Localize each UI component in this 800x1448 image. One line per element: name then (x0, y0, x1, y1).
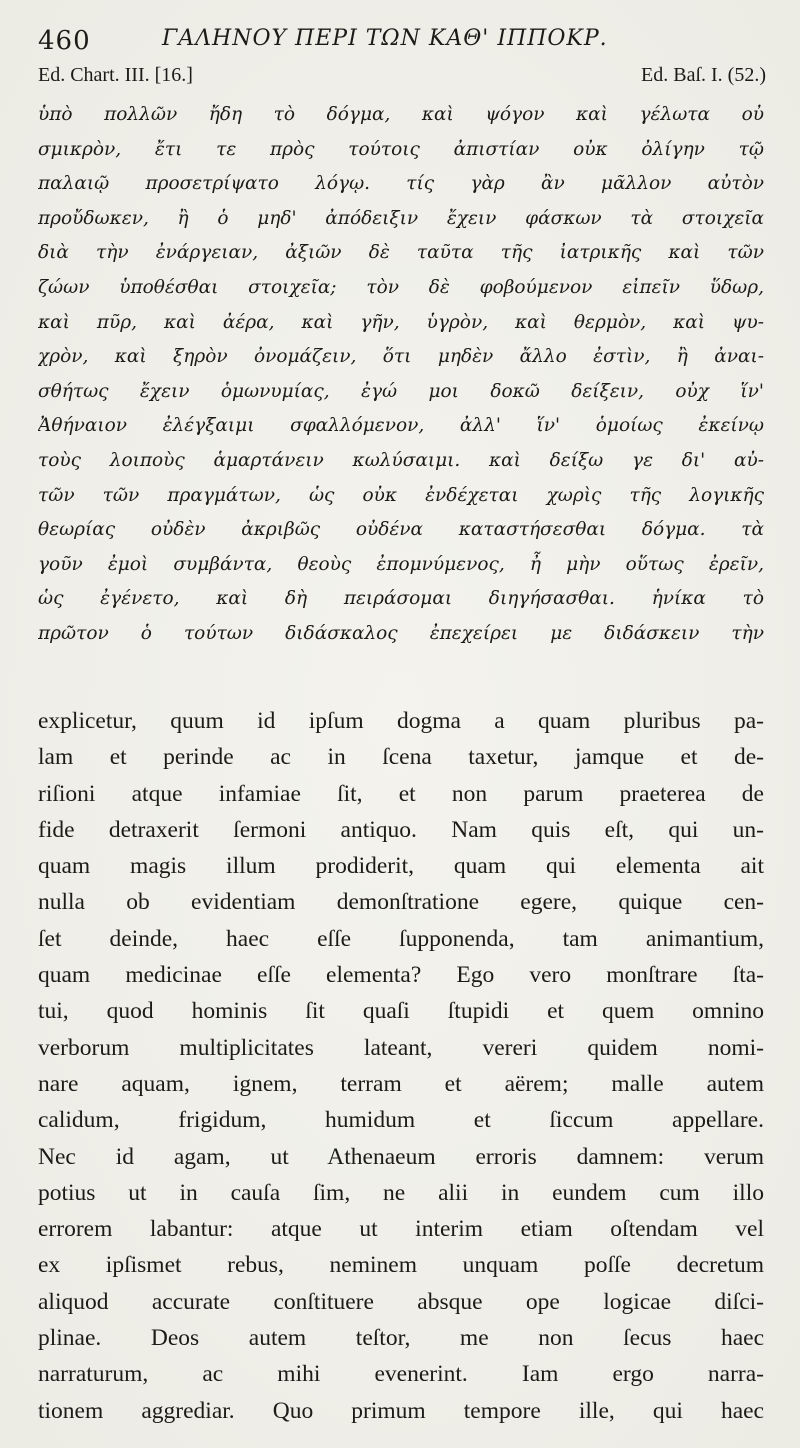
greek-text-line: σθήτως ἔχειν ὁμωνυμίας, ἐγώ μοι δοκῶ δείξειν, οὐχ ἵν' (38, 380, 764, 402)
latin-text-line: explicetur, quum id ipſum dogma a quam pluribus pa- (38, 708, 764, 734)
greek-text-line: τοὺς λοιποὺς ἁμαρτάνειν κωλύσαιμι. καὶ δείξω γε δι' αὐ- (38, 449, 764, 471)
latin-text-line: tui, quod hominis ſit quaſi ſtupidi et quem omnino (38, 998, 764, 1025)
latin-text-line: errorem labantur: atque ut interim etiam oſtendam vel (38, 1216, 764, 1243)
greek-text-line: τῶν τῶν πραγμάτων, ὡς οὐκ ἐνδέχεται χωρὶς τῆς λογικῆς (38, 484, 764, 506)
latin-text-line: nare aquam, ignem, terram et aërem; malle autem (38, 1070, 764, 1097)
greek-text-line: χρὸν, καὶ ξηρὸν ὀνομάζειν, ὅτι μηδὲν ἄλλο ἐστὶν, ἢ ἀναι- (38, 346, 764, 368)
running-title: ΓΑΛΗΝΟΥ ΠΕΡΙ ΤΩΝ ΚΑΘ' ΙΠΠΟΚΡ. (162, 26, 608, 51)
latin-text-line: nulla ob evidentiam demonſtratione egere, quique cen- (38, 889, 764, 916)
edition-references (38, 64, 766, 94)
latin-text-line: ſet deinde, haec eſſe ſupponenda, tam animantium, (38, 925, 764, 952)
edition-ref-chart: Ed. Chart. III. [16.] (38, 64, 193, 86)
greek-text-line: ζώων ὑποθέσθαι στοιχεῖα; τὸν δὲ φοβούμενον εἰπεῖν ὕδωρ, (38, 276, 764, 298)
latin-text-line: aliquod accurate conſtituere absque ope logicae diſci- (38, 1288, 764, 1315)
latin-text-line: narraturum, ac mihi evenerint. Iam ergo narra- (38, 1361, 764, 1388)
greek-text-line: διὰ τὴν ἐνάργειαν, ἀξιῶν δὲ ταῦτα τῆς ἰατρικῆς καὶ τῶν (38, 242, 764, 264)
greek-text-line: θεωρίας οὐδὲν ἀκριβῶς οὐδένα καταστήσεσθαι δόγμα. τὰ (38, 519, 764, 541)
greek-text-line: πρῶτον ὁ τούτων διδάσκαλος ἐπεχείρει με διδάσκειν τὴν (38, 622, 764, 644)
running-head (38, 20, 778, 60)
greek-text-line: καὶ πῦρ, καὶ ἀέρα, καὶ γῆν, ὑγρὸν, καὶ θερμὸν, καὶ ψυ- (38, 311, 764, 333)
latin-text-line: verborum multiplicitates lateant, vereri quidem nomi- (38, 1034, 764, 1061)
latin-text-line: potius ut in cauſa ſim, ne alii in eundem cum illo (38, 1179, 764, 1206)
edition-ref-bas: Ed. Baſ. I. (52.) (641, 64, 766, 86)
latin-text-line: ex ipſismet rebus, neminem unquam poſſe decretum (38, 1252, 764, 1279)
latin-text-line: fide detraxerit ſermoni antiquo. Nam quis eſt, qui un- (38, 816, 764, 843)
greek-text-block (38, 98, 764, 652)
latin-text-line: plinae. Deos autem teſtor, me non ſecus haec (38, 1325, 764, 1352)
greek-text-line: γοῦν ἐμοὶ συμβάντα, θεοὺς ἐπομνύμενος, ἦ μὴν οὕτως ἐρεῖν, (38, 553, 764, 575)
greek-text-line: ὑπὸ πολλῶν ἤδη τὸ δόγμα, καὶ ψόγον καὶ γέλωτα οὐ (38, 104, 764, 125)
latin-text-line: tionem aggrediar. Quo primum tempore ille, qui haec (38, 1397, 764, 1424)
latin-text-line: quam medicinae eſſe elementa? Ego vero monſtrare ſta- (38, 962, 764, 989)
greek-text-line: ὡς ἐγένετο, καὶ δὴ πειράσομαι διηγήσασθαι. ἡνίκα τὸ (38, 588, 764, 610)
latin-text-line: calidum, frigidum, humidum et ſiccum appellare. (38, 1107, 764, 1134)
latin-text-line: quam magis illum prodiderit, quam qui elementa ait (38, 853, 764, 880)
greek-text-line: παλαιῷ προσετρίψατο λόγῳ. τίς γὰρ ἂν μᾶλλον αὐτὸν (38, 173, 764, 195)
greek-text-line: σμικρὸν, ἔτι τε πρὸς τούτοις ἀπιστίαν οὐκ ὀλίγην τῷ (38, 138, 764, 160)
latin-text-line: lam et perinde ac in ſcena taxetur, jamque et de- (38, 744, 764, 771)
latin-text-line: Nec id agam, ut Athenaeum erroris damnem: verum (38, 1143, 764, 1170)
greek-text-line: προὔδωκεν, ἢ ὁ μηδ' ἀπόδειξιν ἔχειν φάσκων τὰ στοιχεῖα (38, 207, 764, 229)
page-number: 460 (38, 26, 91, 56)
greek-text-line: Ἀθήναιον ἐλέγξαιμι σφαλλόμενον, ἀλλ' ἵν' ὁμοίως ἐκείνῳ (38, 415, 764, 437)
latin-text-line: riſioni atque infamiae ſit, et non parum praeterea de (38, 780, 764, 807)
latin-text-block (38, 703, 764, 1429)
